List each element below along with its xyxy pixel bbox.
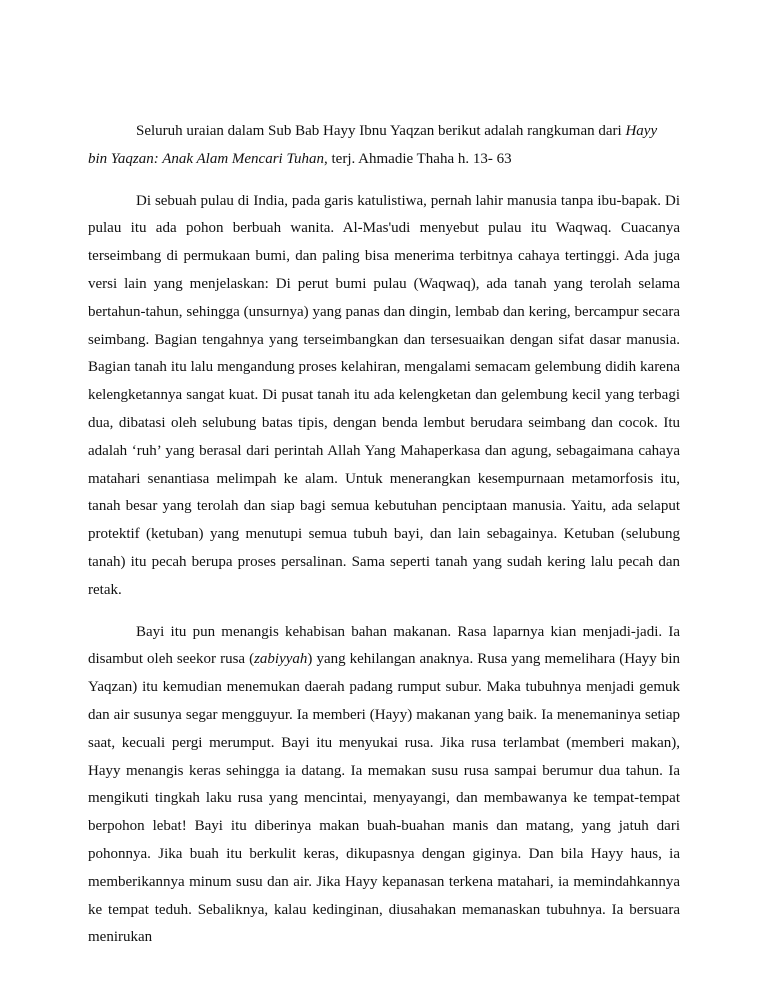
body-paragraph-2	[88, 619, 680, 953]
paragraph-2-text-start: Bayi itu pun menangis kehabisan bahan makanan. Rasa laparnya kian menjadi-jadi. Ia disambut oleh seekor rusa (	[88, 623, 680, 668]
book-title: Hayy bin Yaqzan: Anak Alam Mencari Tuhan	[88, 123, 658, 167]
translation-reference: , terj. Ahmadie Thaha h. 13- 63	[324, 150, 512, 167]
source-note-paragraph	[88, 118, 680, 174]
document-page	[88, 118, 680, 952]
italic-term: zabiyyah	[254, 651, 308, 668]
paragraph-2-text-rest: ) yang kehilangan anaknya. Rusa yang memelihara (Hayy bin Yaqzan) itu kemudian menemukan daerah padang rumput subur. Maka tubuhnya menjadi gemuk dan air susunya segar mengguyur. Ia memberi (Hayy) makanan yang baik. Ia menemaninya setiap saat, kecuali pergi merumput. Bayi itu menyukai rusa. Jika rusa terlambat (memberi makan), Hayy menangis keras sehingga ia datang. Ia memakan susu rusa sampai berumur dua tahun. Ia mengikuti tingkah laku rusa yang mencintai, menyayangi, dan membawanya ke tempat-tempat berpohon lebat! Bayi itu diberinya makan buah-buahan manis dan matang, yang jatuh dari pohonnya. Jika buah itu berkulit keras, dikupasnya dengan giginya. Dan bila Hayy haus, ia memberikannya minum susu dan air. Jika Hayy kepanasan terkena matahari, ia memindahkannya ke tempat teduh. Sebaliknya, kalau kedinginan, diusahakan memanaskan tubuhnya. Ia bersuara menirukan	[88, 651, 680, 946]
source-note-text: Seluruh uraian dalam Sub Bab Hayy Ibnu Yaqzan berikut adalah rangkuman dari	[136, 123, 626, 139]
body-paragraph-1: Di sebuah pulau di India, pada garis katulistiwa, pernah lahir manusia tanpa ibu-bapak. Di pulau itu ada pohon berbuah wanita. Al-Mas'udi menyebut pulau itu Waqwaq. Cuacanya terseimbang di permukaan bumi, dan paling bisa menerima terbitnya cahaya tertinggi. Ada juga versi lain yang menjelaskan: Di perut bumi pulau (Waqwaq), ada tanah yang terolah selama bertahun-tahun, sehingga (unsurnya) yang panas dan dingin, lembab dan kering, bercampur secara seimbang. Bagian tengahnya yang terseimbangkan dan tersesuaikan dengan sifat dasar manusia. Bagian tanah itu lalu mengandung proses kelahiran, mengalami semacam gelembung didih karena kelengketannya sangat kuat. Di pusat tanah itu ada kelengketan dan gelembung kecil yang terbagi dua, dibatasi oleh selubung batas tipis, dengan benda lembut berudara seimbang dan cocok. Itu adalah ‘ruh’ yang berasal dari perintah Allah Yang Mahaperkasa dan agung, sebagaimana cahaya matahari senantiasa melimpah ke alam. Untuk menerangkan kesempurnaan metamorfosis itu, tanah besar yang terolah dan siap bagi semua kebutuhan penciptaan manusia. Yaitu, ada selaput protektif (ketuban) yang menutupi semua tubuh bayi, dan lain sebagainya. Ketuban (selubung tanah) itu pecah berupa proses persalinan. Sama seperti tanah yang sudah kering lalu pecah dan retak.	[88, 192, 680, 598]
